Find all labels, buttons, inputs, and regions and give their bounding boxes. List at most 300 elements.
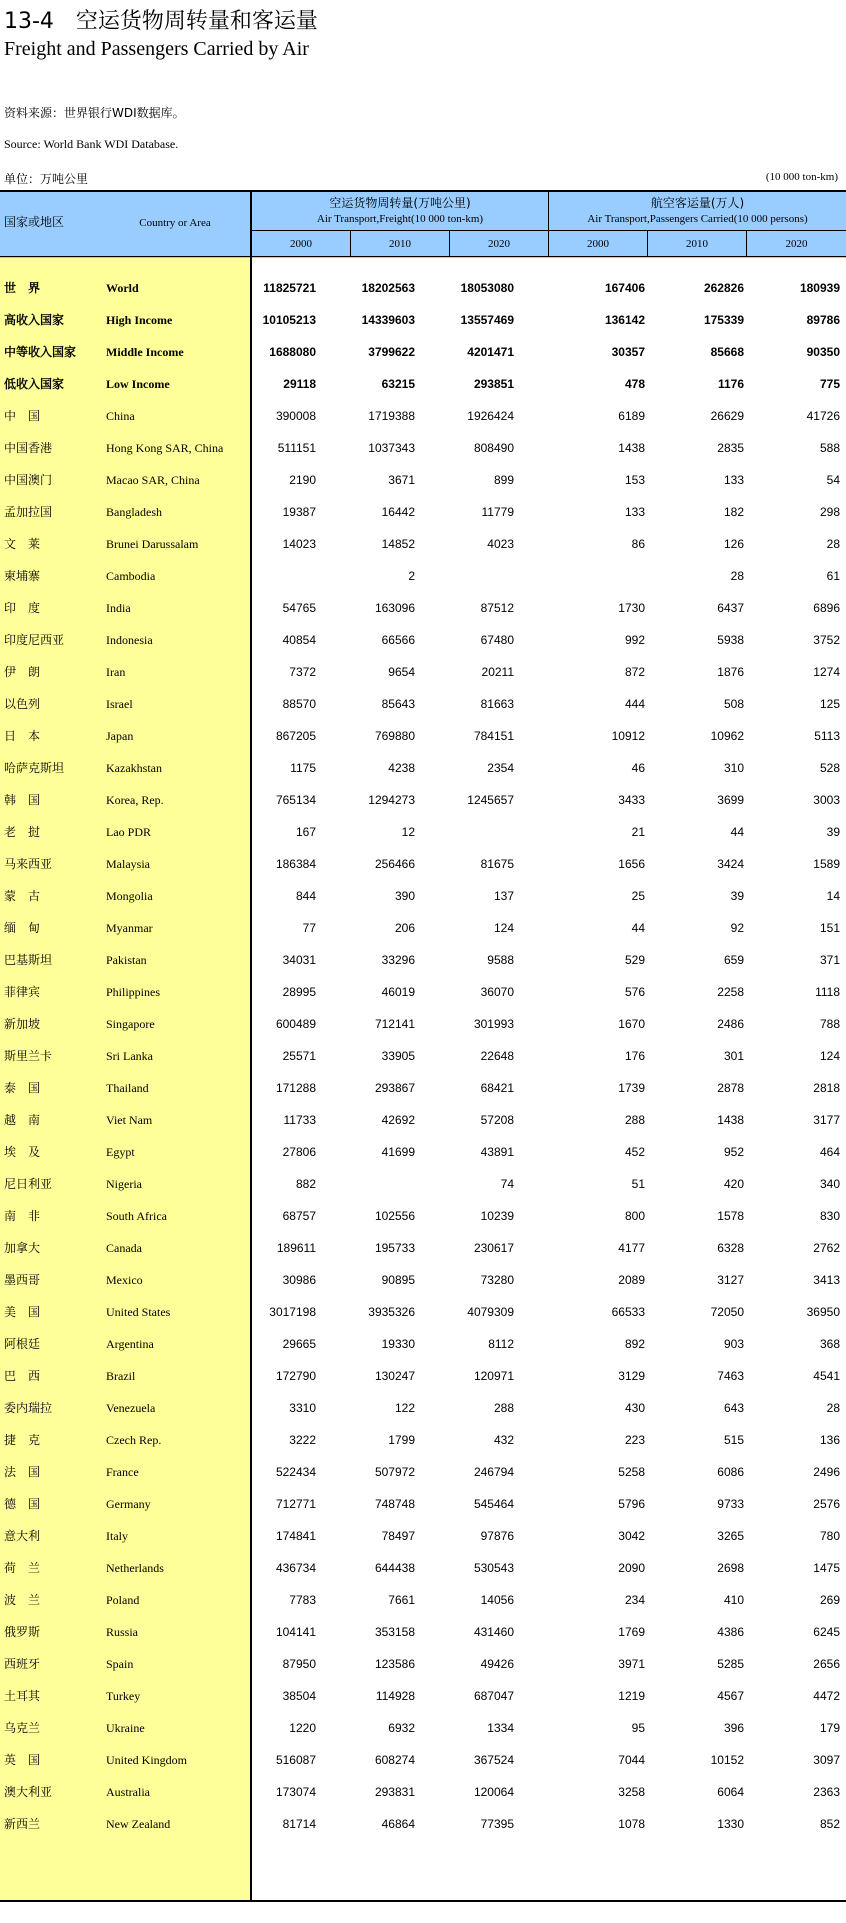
region-name-cn: 日 本 (4, 729, 41, 743)
region-name-en: World (106, 281, 139, 295)
table-cell-value: 1670 (618, 1017, 645, 1031)
table-cell-value: 436734 (275, 1561, 316, 1575)
table-cell-value: 72050 (710, 1305, 744, 1319)
table-cell-value: 18053080 (460, 281, 514, 295)
table-cell-value: 2656 (813, 1657, 840, 1671)
table-cell-value: 104141 (275, 1625, 316, 1639)
table-row (0, 784, 846, 816)
table-cell-value: 167406 (604, 281, 645, 295)
table-row (0, 1680, 846, 1712)
table-cell-value: 808490 (473, 441, 514, 455)
table-cell-value: 892 (624, 1337, 645, 1351)
table-cell-value: 39 (826, 825, 840, 839)
table-row (0, 1616, 846, 1648)
page-title-en: Freight and Passengers Carried by Air (4, 38, 309, 60)
table-cell-value: 7044 (618, 1753, 645, 1767)
region-name-en: Pakistan (106, 953, 147, 967)
table-cell-value: 1220 (289, 1721, 316, 1735)
table-cell-value: 3258 (618, 1785, 645, 1799)
table-cell-value: 10105213 (262, 313, 316, 327)
table-cell-value: 368 (819, 1337, 840, 1351)
table-cell-value: 293851 (473, 377, 514, 391)
table-cell-value: 784151 (473, 729, 514, 743)
region-name-en: Turkey (106, 1689, 141, 1703)
region-name-cn: 中国香港 (4, 441, 53, 455)
region-name-en: Philippines (106, 985, 161, 999)
table-cell-value: 5258 (618, 1465, 645, 1479)
table-cell-value: 10239 (480, 1209, 514, 1223)
region-name-en: Argentina (106, 1337, 154, 1351)
source-note-en: Source: World Bank WDI Database. (4, 137, 179, 151)
table-cell-value: 775 (819, 377, 840, 391)
table-cell-value: 66566 (381, 633, 415, 647)
table-cell-value: 1688080 (269, 345, 316, 359)
table-cell-value: 4472 (813, 1689, 840, 1703)
table-cell-value: 588 (819, 441, 840, 455)
table-cell-value: 186384 (275, 857, 316, 871)
table-cell-value: 120971 (473, 1369, 514, 1383)
table-cell-value: 3003 (813, 793, 840, 807)
table-cell-value: 176 (624, 1049, 645, 1063)
table-cell-value: 3424 (717, 857, 744, 871)
table-cell-value: 81714 (282, 1817, 316, 1831)
table-cell-value: 301 (723, 1049, 744, 1063)
region-name-en: Mexico (106, 1273, 143, 1287)
region-name-en: United States (106, 1305, 171, 1319)
table-cell-value: 420 (723, 1177, 744, 1191)
table-cell-value: 298 (819, 505, 840, 519)
region-name-en: Thailand (106, 1081, 149, 1095)
table-cell-value: 223 (624, 1433, 645, 1447)
table-cell-value: 478 (624, 377, 645, 391)
region-name-cn: 印 度 (4, 601, 41, 615)
table-row (0, 944, 846, 976)
region-name-en: Macao SAR, China (106, 473, 200, 487)
table-cell-value: 3699 (717, 793, 744, 807)
table-cell-value: 180939 (799, 281, 840, 295)
table-cell-value: 234 (624, 1593, 645, 1607)
table-cell-value: 508 (723, 697, 744, 711)
region-name-en: Canada (106, 1241, 142, 1255)
table-cell-value: 2698 (717, 1561, 744, 1575)
region-name-cn: 荷 兰 (4, 1561, 41, 1575)
table-cell-value: 515 (723, 1433, 744, 1447)
table-cell-value: 872 (624, 665, 645, 679)
table-cell-value: 780 (819, 1529, 840, 1543)
region-name-cn: 泰 国 (4, 1081, 41, 1095)
table-cell-value: 124 (493, 921, 514, 935)
region-name-en: Brazil (106, 1369, 136, 1383)
table-cell-value: 36950 (806, 1305, 840, 1319)
table-row (0, 752, 846, 784)
region-name-en: Netherlands (106, 1561, 164, 1575)
table-cell-value: 310 (723, 761, 744, 775)
table-cell-value: 1037343 (368, 441, 415, 455)
table-cell-value: 643 (723, 1401, 744, 1415)
region-name-en: Mongolia (106, 889, 153, 903)
table-cell-value: 1118 (815, 985, 840, 999)
table-cell-value: 1719388 (368, 409, 415, 423)
region-name-en: Viet Nam (106, 1113, 153, 1127)
region-name-en: Japan (106, 729, 134, 743)
table-cell-value: 46864 (381, 1817, 415, 1831)
unit-label-cn: 单位：万吨公里 (4, 172, 89, 186)
table-cell-value: 33296 (381, 953, 415, 967)
table-cell-value: 1475 (813, 1561, 840, 1575)
table-cell-value: 87950 (282, 1657, 316, 1671)
table-cell-value: 22648 (480, 1049, 514, 1063)
table-cell-value: 10152 (710, 1753, 744, 1767)
table-cell-value: 371 (819, 953, 840, 967)
table-cell-value: 4201471 (467, 345, 514, 359)
table-row (0, 1808, 846, 1840)
region-name-cn: 马来西亚 (4, 857, 53, 871)
table-cell-value: 6328 (717, 1241, 744, 1255)
table-cell-value: 11733 (283, 1113, 316, 1127)
table-cell-value: 765134 (275, 793, 316, 807)
table-row (0, 528, 846, 560)
table-row (0, 464, 846, 496)
table-cell-value: 3799622 (368, 345, 415, 359)
table-cell-value: 68757 (282, 1209, 316, 1223)
table-row (0, 1360, 846, 1392)
table-cell-value: 4023 (487, 537, 514, 551)
table-cell-value: 11825721 (263, 281, 316, 295)
region-name-cn: 土耳其 (4, 1689, 41, 1703)
table-cell-value: 748748 (374, 1497, 415, 1511)
table-cell-value: 2363 (813, 1785, 840, 1799)
table-cell-value: 172790 (275, 1369, 316, 1383)
table-cell-value: 66533 (611, 1305, 645, 1319)
table-cell-value: 3971 (618, 1657, 645, 1671)
region-name-cn: 中 国 (4, 409, 41, 423)
table-cell-value: 92 (730, 921, 744, 935)
table-cell-value: 88570 (282, 697, 316, 711)
region-name-en: Kazakhstan (106, 761, 162, 775)
region-name-en: Russia (106, 1625, 139, 1639)
table-cell-value: 1739 (618, 1081, 645, 1095)
table-row (0, 1584, 846, 1616)
table-cell-value: 29118 (283, 377, 316, 391)
table-cell-value: 85668 (710, 345, 744, 359)
table-cell-value: 133 (624, 505, 645, 519)
table-cell-value: 14023 (282, 537, 316, 551)
table-cell-value: 3042 (618, 1529, 645, 1543)
table-cell-value: 1245657 (467, 793, 514, 807)
table-cell-value: 14339603 (361, 313, 415, 327)
table-cell-value: 9654 (388, 665, 415, 679)
table-cell-value: 36070 (480, 985, 514, 999)
table-cell-value: 2496 (813, 1465, 840, 1479)
region-name-en: Myanmar (106, 921, 153, 935)
region-name-cn: 孟加拉国 (4, 505, 53, 519)
header-year: 2010 (686, 238, 708, 250)
table-cell-value: 3017198 (269, 1305, 316, 1319)
table-cell-value: 687047 (473, 1689, 514, 1703)
table-row (0, 912, 846, 944)
table-cell-value: 19387 (282, 505, 316, 519)
region-name-cn: 乌克兰 (4, 1721, 41, 1735)
table-cell-value: 6086 (717, 1465, 744, 1479)
table-cell-value: 151 (819, 921, 840, 935)
table-row (0, 400, 846, 432)
table-row (0, 560, 846, 592)
table-cell-value: 262826 (703, 281, 744, 295)
table-cell-value: 3222 (289, 1433, 316, 1447)
table-cell-value: 1078 (618, 1817, 645, 1831)
table-cell-value: 3671 (388, 473, 415, 487)
table-cell-value: 74 (500, 1177, 514, 1191)
table-row (0, 368, 846, 400)
table-cell-value: 67480 (480, 633, 514, 647)
table-cell-value: 4177 (618, 1241, 645, 1255)
table-cell-value: 195733 (374, 1241, 415, 1255)
table-cell-value: 189611 (276, 1241, 316, 1255)
table-cell-value: 25571 (282, 1049, 316, 1063)
table-cell-value: 2258 (717, 985, 744, 999)
table-cell-value: 301993 (473, 1017, 514, 1031)
region-name-cn: 南 非 (4, 1209, 41, 1223)
region-name-en: Korea, Rep. (106, 793, 164, 807)
table-cell-value: 4386 (717, 1625, 744, 1639)
source-note-cn: 资料来源：世界银行WDI数据库。 (4, 106, 185, 120)
table-cell-value: 367524 (473, 1753, 514, 1767)
table-row (0, 1552, 846, 1584)
table-cell-value: 6189 (618, 409, 645, 423)
table-cell-value: 800 (624, 1209, 645, 1223)
region-name-en: Israel (106, 697, 133, 711)
region-name-cn: 新西兰 (4, 1817, 41, 1831)
region-name-en: Iran (106, 665, 126, 679)
region-name-cn: 蒙 古 (4, 889, 41, 903)
region-name-cn: 以色列 (4, 697, 41, 711)
table-cell-value: 51 (631, 1177, 645, 1191)
table-row (0, 1200, 846, 1232)
table-row (0, 656, 846, 688)
table-cell-value: 390 (394, 889, 415, 903)
table-cell-value: 3413 (813, 1273, 840, 1287)
table-cell-value: 14 (826, 889, 840, 903)
region-name-cn: 世 界 (4, 281, 41, 295)
table-cell-value: 430 (624, 1401, 645, 1415)
table-cell-value: 77395 (480, 1817, 514, 1831)
table-cell-value: 133 (723, 473, 744, 487)
table-cell-value: 4079309 (467, 1305, 514, 1319)
table-cell-value: 6064 (717, 1785, 744, 1799)
table-cell-value: 1176 (717, 377, 744, 391)
region-name-en: New Zealand (106, 1817, 171, 1831)
table-cell-value: 444 (624, 697, 645, 711)
table-cell-value: 28 (730, 569, 744, 583)
table-cell-value: 39 (730, 889, 744, 903)
table-cell-value: 46019 (381, 985, 415, 999)
table-cell-value: 136142 (604, 313, 645, 327)
table-cell-value: 659 (723, 953, 744, 967)
table-cell-value: 293867 (374, 1081, 415, 1095)
header-region-en: Country or Area (139, 217, 211, 229)
table-cell-value: 6932 (388, 1721, 415, 1735)
region-name-cn: 尼日利亚 (4, 1177, 53, 1191)
table-cell-value: 9588 (487, 953, 514, 967)
table-cell-value: 7463 (717, 1369, 744, 1383)
region-name-en: Indonesia (106, 633, 153, 647)
header-divider (252, 230, 846, 231)
table-cell-value: 2089 (618, 1273, 645, 1287)
table-cell-value: 90350 (806, 345, 840, 359)
table-cell-value: 1438 (618, 441, 645, 455)
table-cell-value: 410 (723, 1593, 744, 1607)
unit-label-en: (10 000 ton-km) (765, 171, 838, 183)
table-cell-value: 452 (624, 1145, 645, 1159)
page-title-cn: 13-4 空运货物周转量和客运量 (4, 9, 318, 34)
table-cell-value: 5938 (717, 633, 744, 647)
region-name-en: Hong Kong SAR, China (106, 441, 224, 455)
table-row (0, 1392, 846, 1424)
table-cell-value: 2835 (717, 441, 744, 455)
table-cell-value: 81675 (480, 857, 514, 871)
table-cell-value: 3310 (289, 1401, 316, 1415)
table-cell-value: 57208 (480, 1113, 514, 1127)
table-cell-value: 14852 (381, 537, 415, 551)
region-name-cn: 韩 国 (4, 793, 41, 807)
region-name-cn: 高收入国家 (4, 313, 65, 327)
table-cell-value: 992 (624, 633, 645, 647)
table-cell-value: 27806 (282, 1145, 316, 1159)
table-row (0, 848, 846, 880)
table-cell-value: 20211 (481, 665, 514, 679)
region-name-cn: 阿根廷 (4, 1337, 41, 1351)
table-cell-value: 431460 (473, 1625, 514, 1639)
table-cell-value: 173074 (275, 1785, 316, 1799)
table-cell-value: 126 (723, 537, 744, 551)
table-cell-value: 28995 (282, 985, 316, 999)
table-cell-value: 41699 (381, 1145, 415, 1159)
region-name-en: Lao PDR (106, 825, 151, 839)
table-row (0, 1328, 846, 1360)
region-name-en: Germany (106, 1497, 151, 1511)
table-bottom-rule (0, 1900, 846, 1902)
table-cell-value: 28 (826, 537, 840, 551)
region-name-cn: 法 国 (4, 1465, 41, 1479)
table-cell-value: 5113 (814, 729, 840, 743)
region-name-cn: 菲律宾 (4, 985, 41, 999)
table-cell-value: 54 (826, 473, 840, 487)
table-cell-value: 114928 (375, 1689, 415, 1703)
table-cell-value: 293831 (374, 1785, 415, 1799)
table-cell-value: 2 (408, 569, 415, 583)
table-cell-value: 171288 (275, 1081, 316, 1095)
table-cell-value: 29665 (282, 1337, 316, 1351)
table-row (0, 688, 846, 720)
region-name-cn: 哈萨克斯坦 (4, 761, 65, 775)
table-cell-value: 2190 (289, 473, 316, 487)
table-cell-value: 464 (819, 1145, 840, 1159)
region-name-cn: 埃 及 (4, 1145, 41, 1159)
table-cell-value: 182 (723, 505, 744, 519)
table-cell-value: 5796 (618, 1497, 645, 1511)
table-cell-value: 3433 (618, 793, 645, 807)
table-row (0, 1072, 846, 1104)
table-cell-value: 1589 (813, 857, 840, 871)
table-cell-value: 1656 (618, 857, 645, 871)
region-name-cn: 斯里兰卡 (4, 1049, 53, 1063)
region-name-en: Middle Income (106, 345, 184, 359)
table-cell-value: 3177 (813, 1113, 840, 1127)
table-cell-value: 81663 (480, 697, 514, 711)
header-passengers-en: Air Transport,Passengers Carried(10 000 persons) (587, 213, 808, 225)
table-cell-value: 522434 (275, 1465, 316, 1479)
table-cell-value: 3752 (813, 633, 840, 647)
region-name-en: Bangladesh (106, 505, 162, 519)
table-cell-value: 44 (631, 921, 645, 935)
region-name-en: United Kingdom (106, 1753, 187, 1767)
header-year: 2020 (785, 238, 808, 250)
table-row (0, 1232, 846, 1264)
region-name-cn: 伊 朗 (4, 665, 41, 679)
table-cell-value: 5285 (717, 1657, 744, 1671)
header-freight-cn: 空运货物周转量(万吨公里) (329, 196, 471, 210)
table-cell-value: 89786 (806, 313, 840, 327)
table-cell-value: 33905 (381, 1049, 415, 1063)
table-row (0, 1712, 846, 1744)
table-cell-value: 230617 (473, 1241, 514, 1255)
table-cell-value: 174841 (275, 1529, 316, 1543)
table-cell-value: 2354 (487, 761, 514, 775)
table-cell-value: 3935326 (368, 1305, 415, 1319)
table-row (0, 1776, 846, 1808)
table-row (0, 1104, 846, 1136)
table-cell-value: 396 (723, 1721, 744, 1735)
region-name-en: Brunei Darussalam (106, 537, 199, 551)
region-name-en: South Africa (106, 1209, 167, 1223)
table-cell-value: 30357 (611, 345, 645, 359)
table-cell-value: 353158 (374, 1625, 415, 1639)
header-region-cn: 国家或地区 (4, 215, 65, 229)
region-name-cn: 捷 克 (4, 1433, 41, 1447)
table-cell-value: 1294273 (368, 793, 415, 807)
table-cell-value: 10912 (611, 729, 645, 743)
table-cell-value: 6245 (813, 1625, 840, 1639)
table-cell-value: 49426 (480, 1657, 514, 1671)
table-cell-value: 63215 (381, 377, 415, 391)
table-cell-value: 1578 (717, 1209, 744, 1223)
header-year: 2020 (488, 238, 510, 250)
table-cell-value: 4541 (813, 1369, 840, 1383)
table-row (0, 1424, 846, 1456)
table-cell-value: 4567 (717, 1689, 744, 1703)
region-name-en: Italy (106, 1529, 128, 1543)
table-cell-value: 163096 (374, 601, 415, 615)
table-row (0, 1520, 846, 1552)
table-cell-value: 1274 (813, 665, 840, 679)
table-cell-value: 206 (394, 921, 415, 935)
table-cell-value: 11779 (481, 505, 514, 519)
table-cell-value: 432 (493, 1433, 514, 1447)
table-cell-value: 179 (819, 1721, 840, 1735)
table-cell-value: 1876 (717, 665, 744, 679)
table-cell-value: 85643 (381, 697, 415, 711)
table-cell-value: 43891 (480, 1145, 514, 1159)
table-cell-value: 1730 (618, 601, 645, 615)
table-cell-value: 3129 (618, 1369, 645, 1383)
region-name-en: Czech Rep. (106, 1433, 162, 1447)
table-cell-value: 54765 (282, 601, 316, 615)
table-cell-value: 899 (493, 473, 514, 487)
region-name-cn: 印度尼西亚 (4, 633, 65, 647)
table-cell-value: 256466 (374, 857, 415, 871)
region-name-cn: 英 国 (4, 1753, 41, 1767)
region-name-cn: 柬埔寨 (4, 569, 41, 583)
